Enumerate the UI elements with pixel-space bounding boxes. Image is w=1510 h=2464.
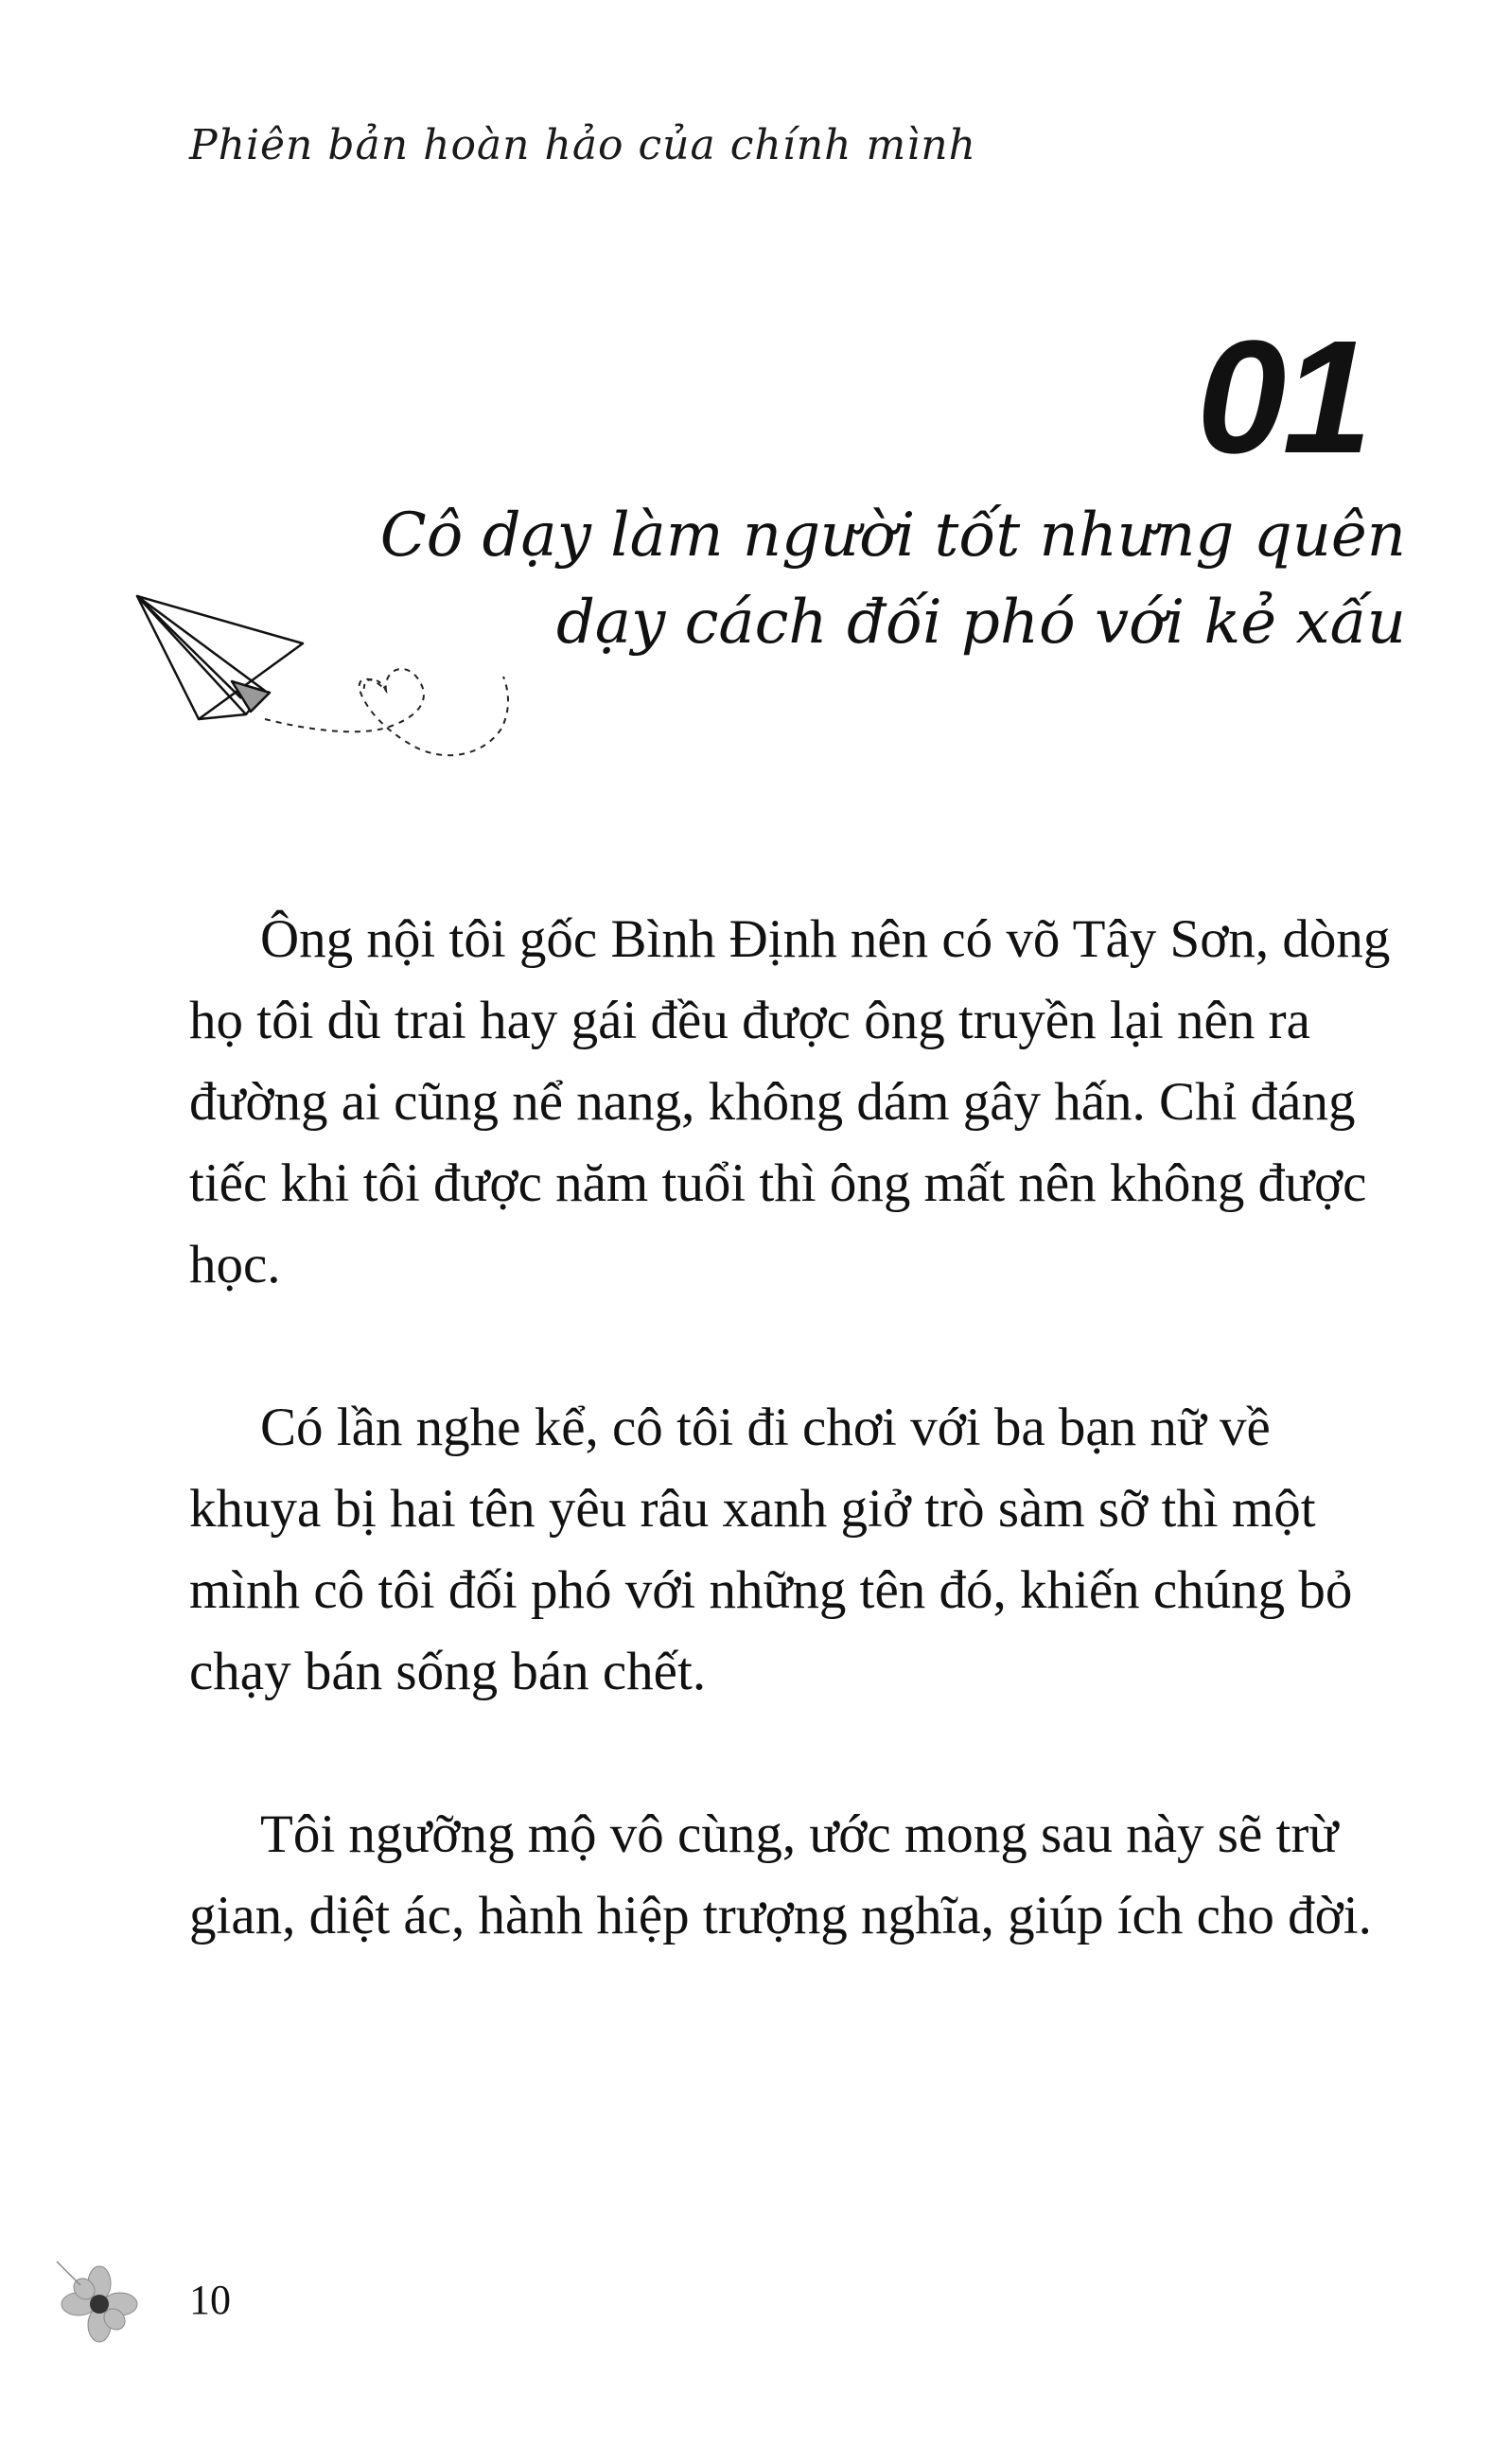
- running-header: Phiên bản hoàn hảo của chính mình: [189, 121, 976, 169]
- paragraph-2: Có lần nghe kể, cô tôi đi chơi với ba bạn nữ về khuya bị hai tên yêu râu xanh giở trò sàm sỡ thì một mình cô tôi đối phó với những tên đó, khiến chúng bỏ chạy bán sống bán chết.: [189, 1398, 1353, 1701]
- paper-plane-icon: [132, 587, 549, 785]
- body-text: [189, 899, 1396, 2038]
- paragraph-1: Ông nội tôi gốc Bình Định nên có võ Tây Sơn, dòng họ tôi dù trai hay gái đều được ông truyền lại nên ra đường ai cũng nể nang, không dám gây hấn. Chỉ đáng tiếc khi tôi được năm tuổi thì ông mất nên không được học.: [189, 909, 1391, 1294]
- heart-icon: [364, 679, 386, 693]
- dotted-trail: [265, 669, 508, 755]
- chapter-title-line-1: Cô dạy làm người tốt nhưng quên: [379, 501, 1406, 571]
- flower-icon: [52, 2257, 147, 2351]
- paragraph-3: Tôi ngưỡng mộ vô cùng, ước mong sau này sẽ trừ gian, diệt ác, hành hiệp trượng nghĩa, giúp ích cho đời.: [189, 1804, 1372, 1945]
- chapter-number: 01: [1196, 308, 1368, 487]
- page-number: 10: [189, 2277, 231, 2323]
- chapter-title-line-2: dạy cách đối phó với kẻ xấu: [555, 588, 1406, 658]
